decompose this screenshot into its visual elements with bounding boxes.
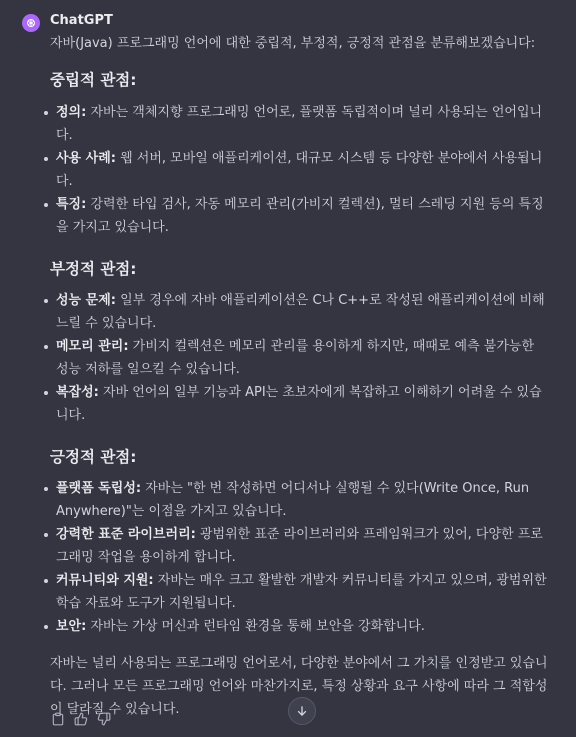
section-list-positive: [50, 477, 550, 638]
scroll-to-bottom-button[interactable]: [288, 697, 316, 725]
list-item: [50, 569, 550, 615]
item-text: 자바는 "한 번 작성하면 어디서나 실행될 수 있다(Write Once, Run Anywhere)"는 이점을 가지고 있습니다.: [56, 481, 530, 519]
item-term: 강력한 표준 라이브러리:: [56, 527, 196, 542]
item-text: 자바는 매우 크고 활발한 개발자 커뮤니티를 가지고 있으며, 광범위한 학습 자료와 도구가 지원됩니다.: [56, 573, 547, 611]
section-heading-negative: 부정적 관점:: [50, 260, 137, 278]
section-heading-positive: 긍정적 관점:: [50, 448, 137, 466]
message-content: [50, 33, 550, 721]
item-term: 보안:: [56, 619, 87, 634]
item-text: 자바 언어의 일부 기능과 API는 초보자에게 복잡하고 이해하기 어려울 수 있습니다.: [56, 385, 542, 423]
item-text: 강력한 타입 검사, 자동 메모리 관리(가비지 컬렉션), 멀티 스레딩 지원 등의 특징을 가지고 있습니다.: [56, 197, 544, 235]
section-list-neutral: [50, 101, 550, 239]
item-term: 특징:: [56, 197, 87, 212]
item-term: 커뮤니티와 지원:: [56, 573, 154, 588]
item-term: 복잡성:: [56, 385, 99, 400]
message-actions: [51, 711, 111, 725]
clipboard-icon[interactable]: [51, 711, 65, 725]
openai-logo-icon: [22, 14, 40, 32]
message-closing: 자바는 널리 사용되는 프로그래밍 언어로서, 다양한 분야에서 그 가치를 인정받고 있습니다. 그러나 모든 프로그래밍 언어와 마찬가지로, 특정 상황과 요구 사항에 따라 그 적합성이 달라질 수 있습니다.: [50, 656, 548, 717]
thumbs-down-icon[interactable]: [97, 711, 111, 725]
item-term: 플랫폼 독립성:: [56, 481, 142, 496]
message-intro: 자바(Java) 프로그래밍 언어에 대한 중립적, 부정적, 긍정적 관점을 분류해보겠습니다:: [50, 36, 536, 51]
item-term: 메모리 관리:: [56, 339, 129, 354]
list-item: [50, 335, 550, 381]
arrow-down-icon: [295, 704, 309, 718]
item-term: 성능 문제:: [56, 293, 116, 308]
list-item: [50, 381, 550, 427]
item-term: 정의:: [56, 105, 87, 120]
list-item: [50, 193, 550, 239]
list-item: [50, 289, 550, 335]
message-author: ChatGPT: [50, 13, 113, 28]
list-item: [50, 615, 550, 638]
thumbs-up-icon[interactable]: [74, 711, 88, 725]
item-term: 사용 사례:: [56, 151, 116, 166]
list-item: [50, 477, 550, 523]
list-item: [50, 523, 550, 569]
item-text: 가비지 컬렉션은 메모리 관리를 용이하게 하지만, 때때로 예측 불가능한 성능 저하를 일으킬 수 있습니다.: [56, 339, 535, 377]
item-text: 자바는 객체지향 프로그래밍 언어로, 플랫폼 독립적이며 널리 사용되는 언어입니다.: [56, 105, 543, 143]
list-item: [50, 101, 550, 147]
section-heading-neutral: 중립적 관점:: [50, 71, 137, 89]
item-text: 일부 경우에 자바 애플리케이션은 C나 C++로 작성된 애플리케이션에 비해 느릴 수 있습니다.: [56, 293, 545, 331]
item-text: 광범위한 표준 라이브러리와 프레임워크가 있어, 다양한 프로그래밍 작업을 용이하게 합니다.: [56, 527, 543, 565]
item-text: 웹 서버, 모바일 애플리케이션, 대규모 시스템 등 다양한 분야에서 사용됩니다.: [56, 151, 543, 189]
section-list-negative: [50, 289, 550, 427]
item-text: 자바는 가상 머신과 런타임 환경을 통해 보안을 강화합니다.: [86, 619, 425, 634]
list-item: [50, 147, 550, 193]
